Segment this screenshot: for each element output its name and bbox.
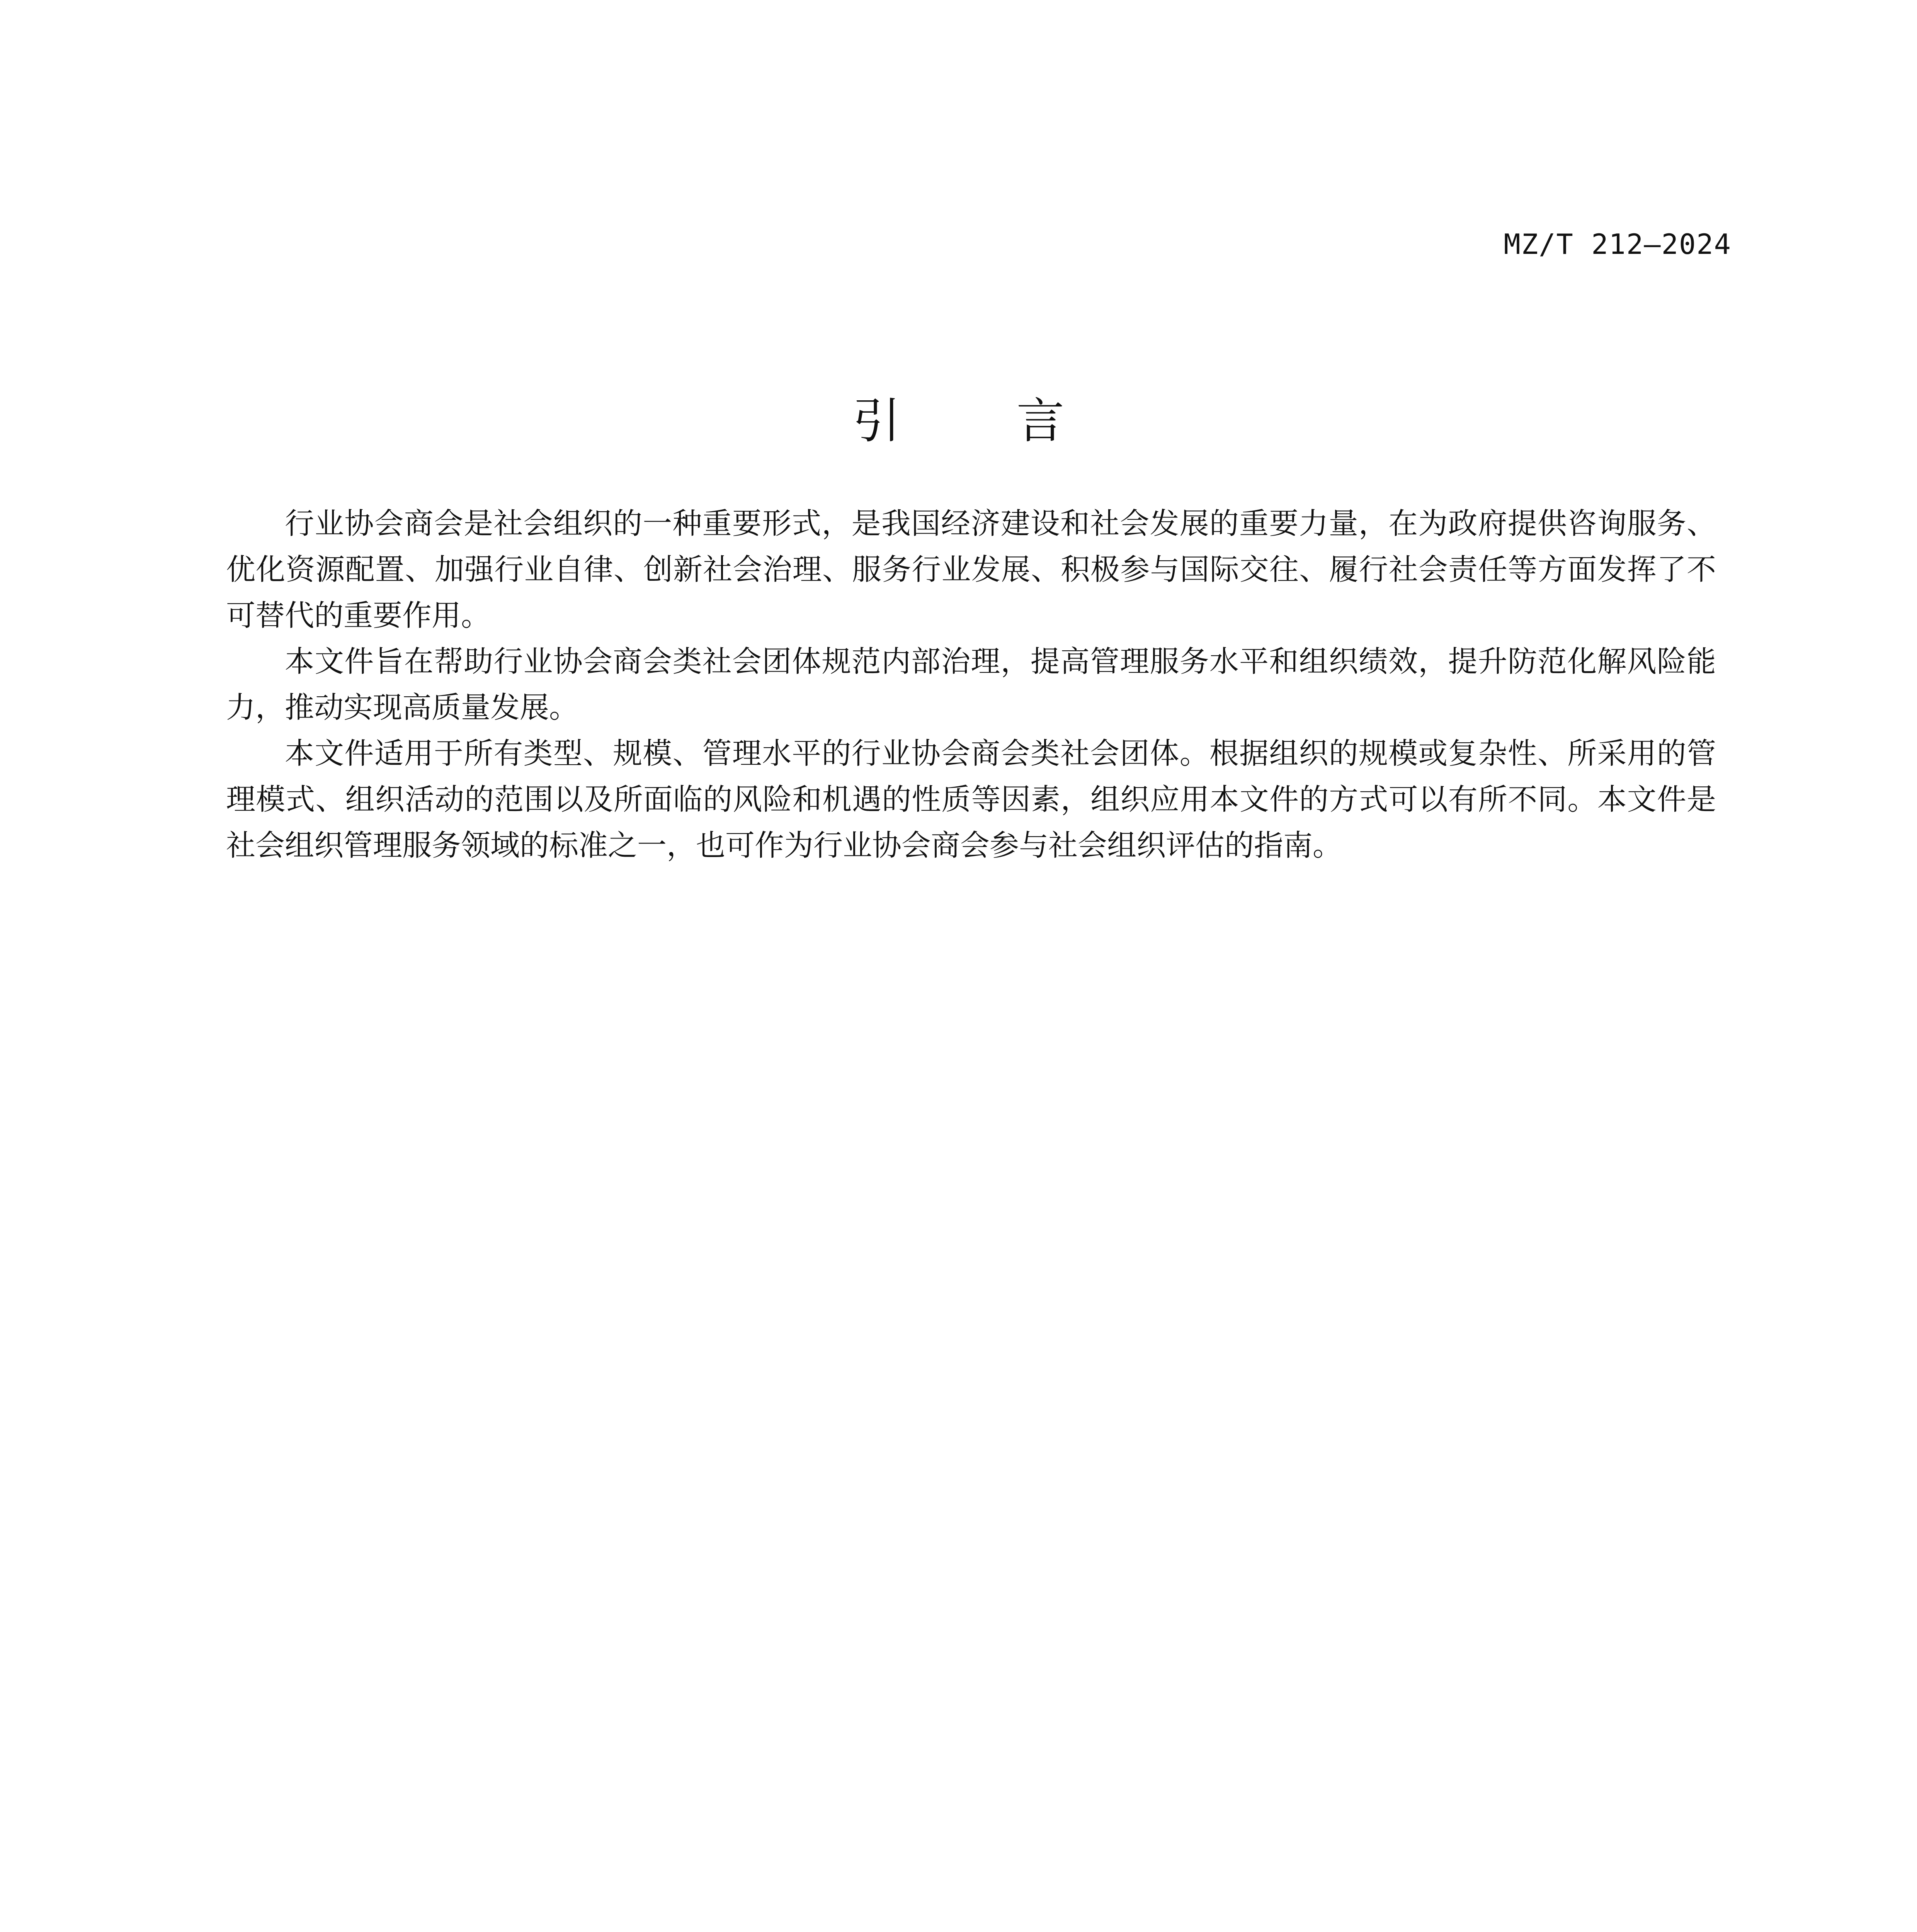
- body-text: [226, 500, 1716, 868]
- paragraph-2: 本文件旨在帮助行业协会商会类社会团体规范内部治理，提高管理服务水平和组织绩效，提升防范化解风险能力，推动实现高质量发展。: [226, 644, 1716, 724]
- paragraph-1: 行业协会商会是社会组织的一种重要形式，是我国经济建设和社会发展的重要力量，在为政府提供咨询服务、优化资源配置、加强行业自律、创新社会治理、服务行业发展、积极参与国际交往、履行社会责任等方面发挥了不可替代的重要作用。: [226, 506, 1716, 633]
- paragraph-3: 本文件适用于所有类型、规模、管理水平的行业协会商会类社会团体。根据组织的规模或复杂性、所采用的管理模式、组织活动的范围以及所面临的风险和机遇的性质等因素，组织应用本文件的方式可以有所不同。本文件是社会组织管理服务领域的标准之一，也可作为行业协会商会参与社会组织评估的指南。: [226, 736, 1716, 862]
- section-title: 引言: [852, 393, 1180, 449]
- document-code: MZ/T 212—2024: [1504, 228, 1732, 260]
